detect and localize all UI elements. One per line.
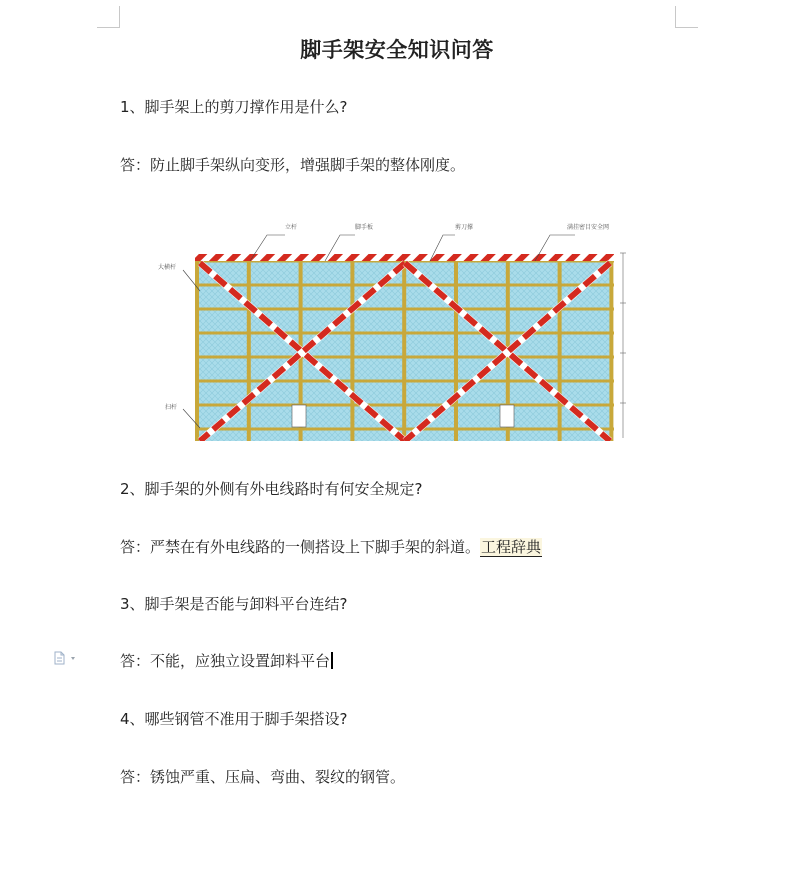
answer-2[interactable]: [120, 536, 542, 557]
scaffold-ledger: [195, 380, 614, 383]
answer-3[interactable]: [120, 650, 333, 671]
text-cursor: [331, 652, 333, 669]
label-board: 脚手板: [355, 224, 374, 231]
document-title[interactable]: 脚手架安全知识问答: [300, 38, 494, 62]
scaffold-ledger: [195, 404, 614, 407]
answer-3-text: 答：不能，应独立设置卸料平台: [120, 652, 331, 670]
question-2[interactable]: 2、脚手架的外侧有外电线路时有何安全规定?: [120, 480, 423, 498]
margin-corner-mark: [97, 27, 120, 28]
scaffold-ledger: [195, 284, 614, 287]
label-ledger: 大横杆: [158, 264, 177, 271]
scaffold-ledger: [195, 332, 614, 335]
sign-board: [500, 405, 514, 427]
scaffold-ledger: [195, 356, 614, 359]
answer-2-text: 答：严禁在有外电线路的一侧搭设上下脚手架的斜道。: [120, 538, 481, 556]
label-net: 满挂密目安全网: [567, 224, 610, 231]
glossary-link[interactable]: 工程辞典: [481, 538, 542, 556]
question-4[interactable]: 4、哪些钢管不准用于脚手架搭设?: [120, 710, 348, 728]
margin-corner-mark: [675, 6, 676, 28]
label-sweep: 扫杆: [165, 404, 178, 411]
margin-corner-mark: [675, 27, 698, 28]
answer-1[interactable]: 答：防止脚手架纵向变形，增强脚手架的整体刚度。: [120, 156, 466, 174]
margin-corner-mark: [119, 6, 120, 28]
top-guardrail: [195, 254, 614, 261]
label-brace: 剪刀撑: [455, 224, 474, 231]
scaffold-ledger: [195, 428, 614, 431]
sign-board: [292, 405, 306, 427]
question-1[interactable]: 1、脚手架上的剪刀撑作用是什么?: [120, 98, 348, 116]
question-3[interactable]: 3、脚手架是否能与卸料平台连结?: [120, 595, 348, 613]
answer-4[interactable]: 答：锈蚀严重、压扁、弯曲、裂纹的钢管。: [120, 768, 406, 786]
scaffold-diagram-image[interactable]: [155, 213, 632, 441]
document-icon[interactable]: [54, 651, 78, 665]
chevron-down-icon: [71, 657, 75, 660]
label-pole: 立杆: [285, 224, 298, 231]
